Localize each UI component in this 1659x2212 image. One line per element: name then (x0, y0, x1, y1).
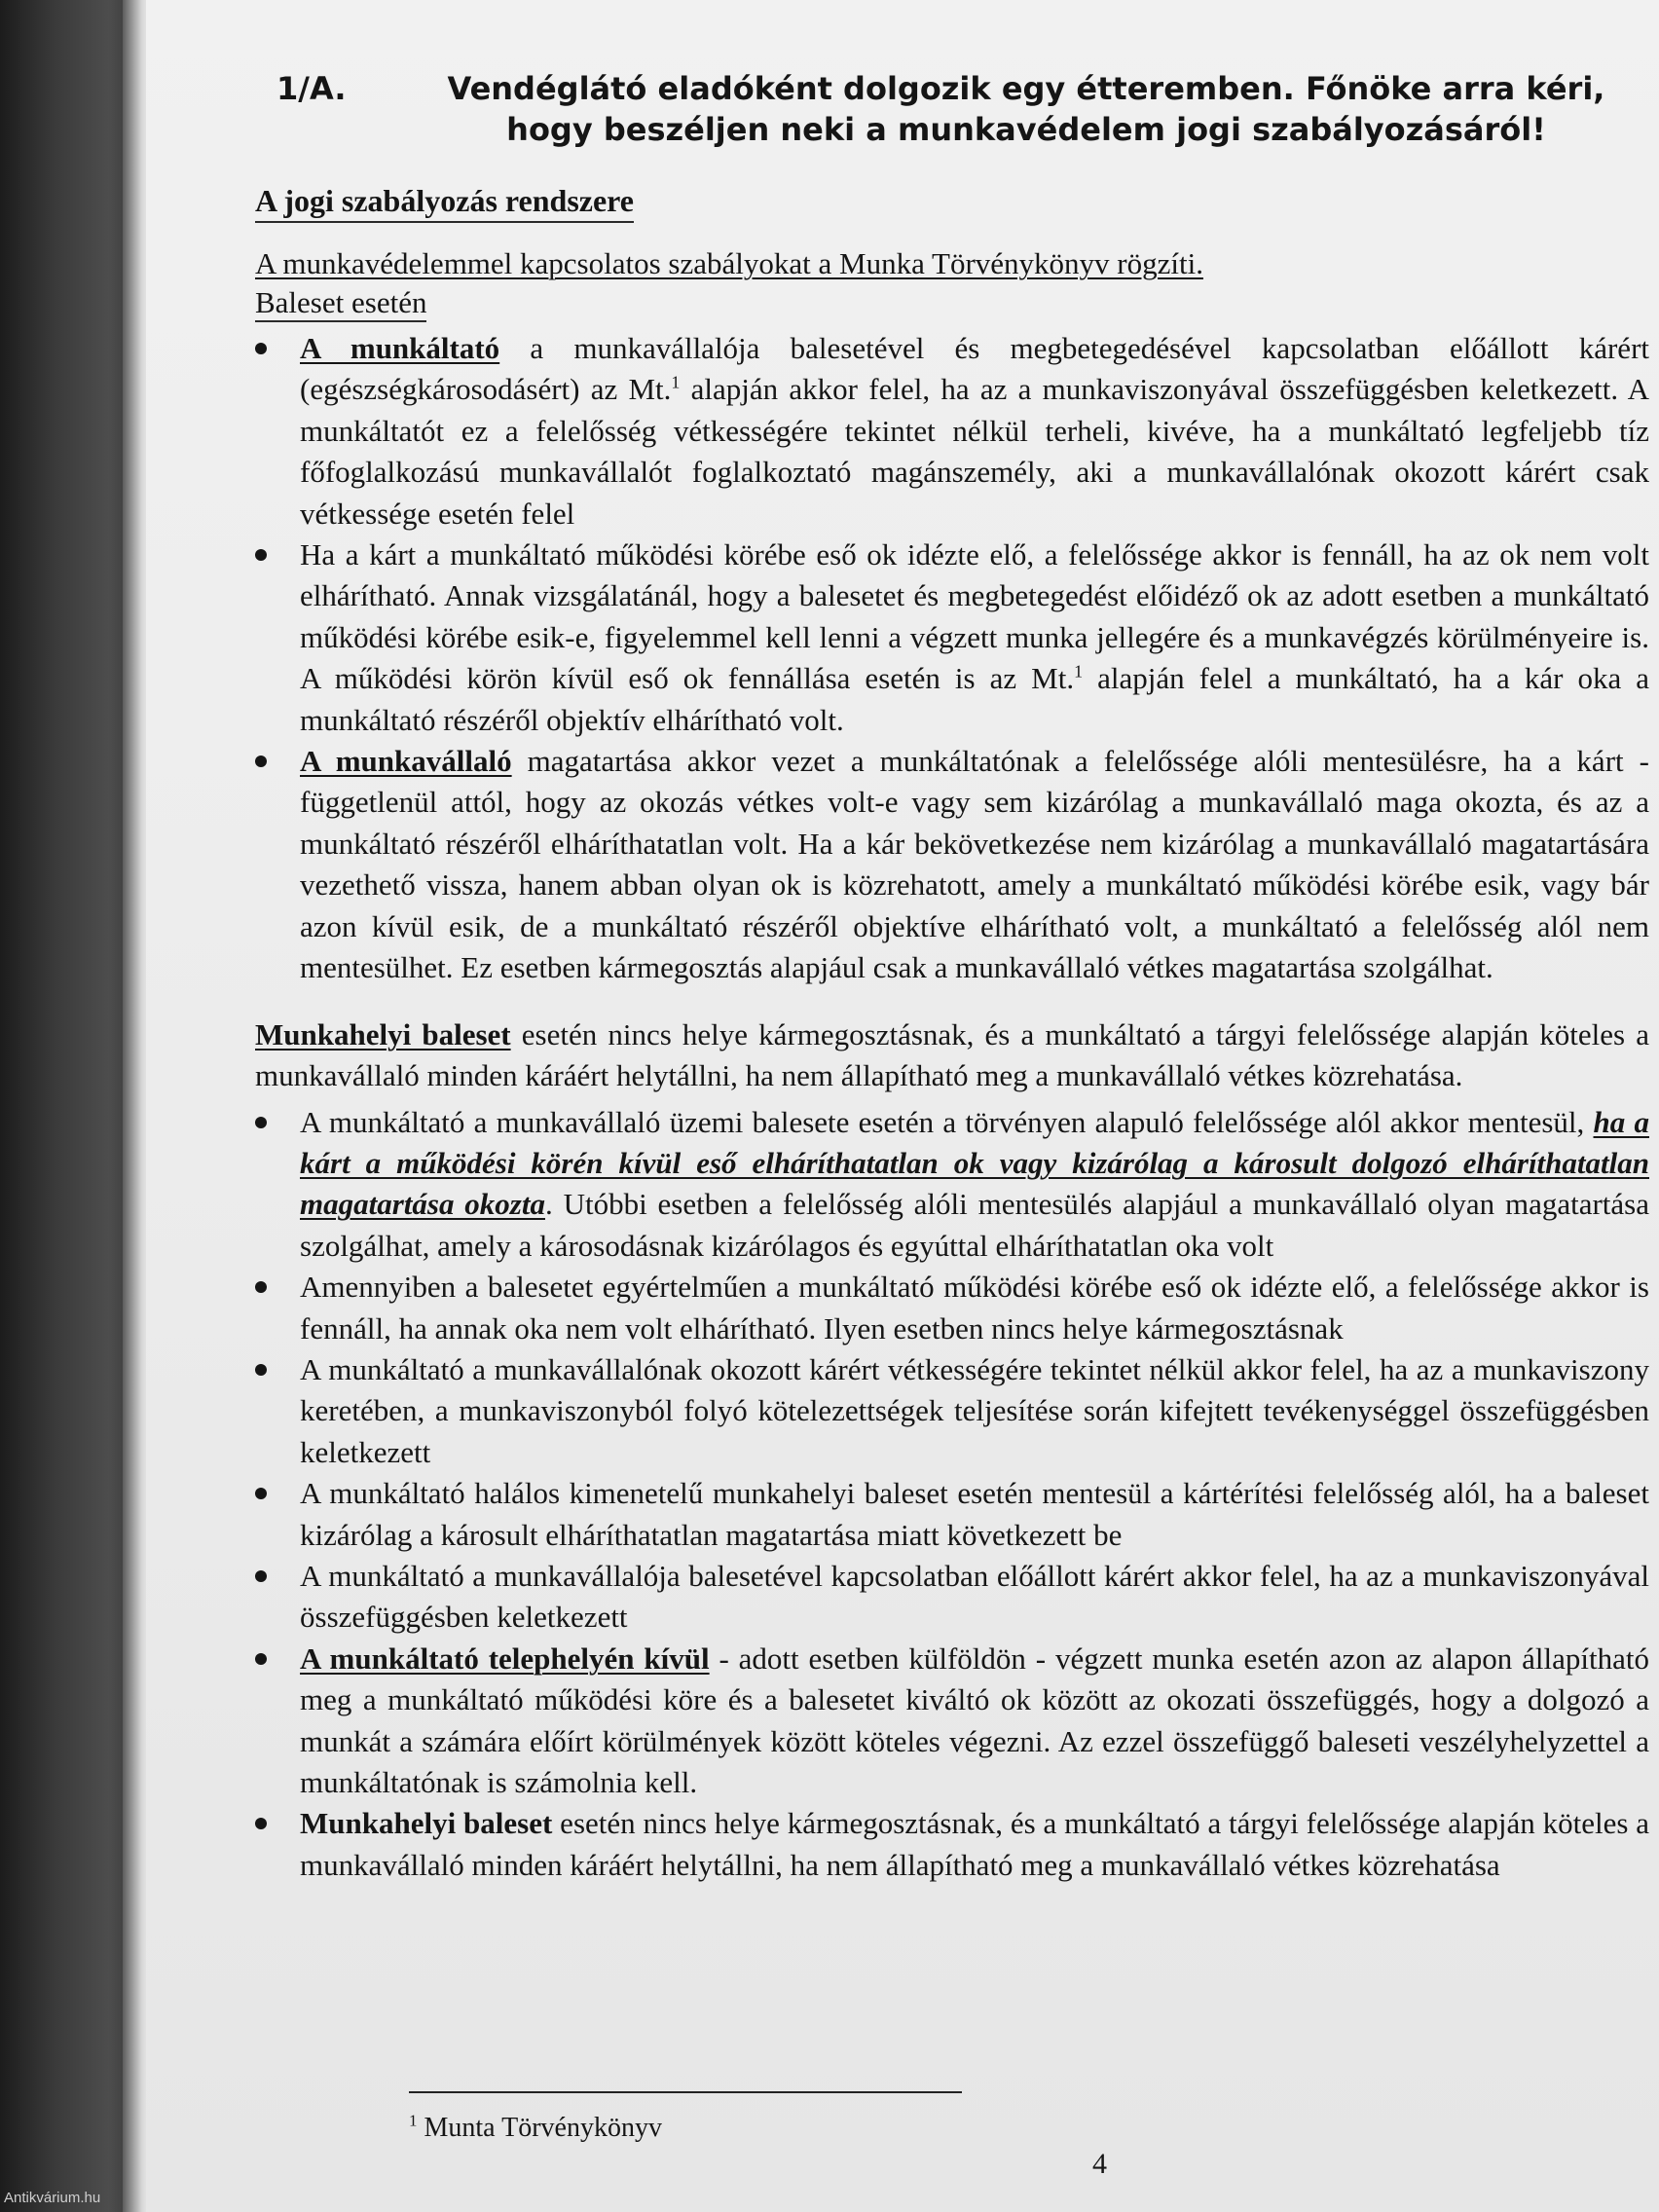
bullet-icon (255, 756, 267, 767)
bullet-icon (255, 343, 267, 354)
bullet-icon (255, 1818, 267, 1829)
bullet-icon (255, 549, 267, 561)
section-heading: A jogi szabályozás rendszere (255, 183, 634, 223)
watermark: Antikvárium.hu (4, 2190, 101, 2206)
bullet-text: esetén nincs helye kármegosztásnak, és a munkáltató a tárgyi felelőssége alapján köteles a munkavállaló minden káráért helytállni, ha nem állapítható meg a munkavállaló vétkes közrehatása (300, 1806, 1650, 1882)
intro-sentence: A munkavédelemmel kapcsolatos szabályokat a Munka Törvénykönyv rögzíti. (255, 246, 1203, 280)
bullet-text: alapján akkor felel, ha az a munkaviszonyával összefüggésben keletkezett. A munkáltatót ez a felelősség vétkességére tekintet nélkül terheli, kivéve, ha a munkáltató legfeljebb tíz főfoglalkozású munkavállalót foglalkoztató magánszemély, aki a munkavállalónak okozott kárért csak vétkessége esetén felel (300, 372, 1650, 531)
bullet-text: A munkáltató halálos kimenetelű munkahelyi baleset esetén mentesül a kártérítési felelősség alól, ha a baleset kizárólag a károsult elháríthatatlan magatartása miatt következett be (300, 1476, 1649, 1552)
bullet-text: magatartása akkor vezet a munkáltatónak a felelőssége alóli mentesülésre, ha a kárt - függetlenül attól, hogy az okozás vétkes volt-e vagy sem kizárólag a munkavállaló maga okozta, és az a munkáltató részéről elháríthatatlan volt. Ha a kár bekövetkezése nem kizárólag a munkavállaló magatartására vezethető vissza, hanem abban olyan ok is közrehatott, amely a munkáltató működési körébe esik, vagy bár azon kívül esik, de a munkáltató részéről objektíve elhárítható volt, a munkáltató a felelősség alól nem mentesülhet. Ez esetben kármegosztás alapjául csak a munkavállaló vétkes magatartása szolgálhat. (300, 744, 1650, 985)
bullet-icon (255, 1117, 267, 1128)
bullet-list-1 (255, 328, 1649, 989)
list-item (255, 328, 1649, 535)
bullet-text: A munkáltató a munkavállaló üzemi balesete esetén a törvényen alapuló felelőssége alól akkor mentesül, (300, 1104, 1594, 1139)
list-item (255, 1639, 1649, 1804)
question-title (255, 68, 1649, 150)
list-item (255, 535, 1649, 741)
page-content (255, 68, 1649, 1886)
bullet-icon (255, 1488, 267, 1499)
bullet-text: A munkáltató a munkavállalója balesetével kapcsolatban előállott kárért akkor felel, ha az a munkaviszonyával összefüggésben keletkezett (300, 1558, 1649, 1635)
list-item (255, 1556, 1649, 1639)
bullet-icon (255, 1364, 267, 1376)
list-item (255, 741, 1649, 988)
book-binding (0, 0, 136, 2212)
bold-lead: Munkahelyi baleset (300, 1806, 553, 1841)
bullet-icon (255, 1281, 267, 1293)
list-item (255, 1102, 1649, 1268)
question-text: Vendéglátó eladóként dolgozik egy étteremben. Főnöke arra kéri, hogy beszéljen neki a munkavédelem jogi szabályozásáról! (447, 70, 1605, 148)
footnote-ref: 1 (671, 373, 681, 393)
document-page (146, 0, 1659, 2212)
bullet-text: Ha a kárt a munkáltató működési körébe eső ok idézte elő, a felelőssége akkor is fennáll, ha az ok nem volt elhárítható. Annak vizsgálatánál, hogy a balesetet és megbetegedést előidéző ok az adott esetben a munkáltató működési körébe esik-e, figyelemmel kell lenni a végzett munka jellegére és a munkavégzés körülményeire is. A működési körön kívül eső ok fennállása esetén is az Mt. (300, 537, 1649, 696)
bullet-text: a munkavállalója balesetével és megbetegedésével kapcsolatban előállott kárért (egészségkárosodásért) az Mt. (300, 331, 1650, 407)
intro-text (255, 244, 1649, 322)
bold-lead: Munkahelyi baleset (255, 1016, 511, 1051)
bullet-icon (255, 1570, 267, 1582)
bullet-text: Amennyiben a balesetet egyértelműen a munkáltató működési körébe eső ok idézte elő, a felelőssége akkor is fennáll, ha annak oka nem volt elhárítható. Ilyen esetben nincs helye kármegosztásnak (300, 1270, 1649, 1346)
list-item (255, 1803, 1649, 1886)
sub-label: Baleset esetén (255, 285, 426, 322)
bold-lead: A munkáltató telephelyén kívül (300, 1641, 710, 1676)
bold-lead: A munkavállaló (300, 744, 512, 779)
bold-lead: A munkáltató (300, 331, 500, 365)
footnote-mark: 1 (409, 2111, 418, 2130)
footnote-text: Munta Törvénykönyv (417, 2113, 662, 2143)
footnote (409, 2113, 662, 2144)
footnote-divider (409, 2091, 962, 2093)
bullet-text: - adott esetben külföldön - végzett munka esetén azon az alapon állapítható meg a munkáltató működési köre és a balesetet kiváltó ok között az okozati összefüggés, hogy a dolgozó a munkát a számára előírt körülmények között köteles végezni. Az ezzel összefüggő baleseti veszélyhelyzettel a munkáltatónak is számolnia kell. (300, 1641, 1649, 1799)
bullet-text: A munkáltató a munkavállalónak okozott kárért vétkességére tekintet nélkül akkor felel, ha az a munkaviszony keretében, a munkaviszonyból folyó kötelezettségek teljesítése során kifejtett tevékenységgel összefüggésben keletkezett (300, 1351, 1649, 1469)
question-number: 1/A. (276, 70, 347, 107)
bullet-icon (255, 1653, 267, 1665)
emphasis-text: ha a kárt a működési körén kívül eső elháríthatatlan ok vagy kizárólag a károsult dolgozó elháríthatatlan magatartása okozta (300, 1104, 1649, 1222)
paragraph-workplace-accident (255, 1014, 1649, 1096)
list-item (255, 1473, 1649, 1556)
list-item (255, 1349, 1649, 1473)
page-number: 4 (1092, 2148, 1107, 2180)
bullet-text: alapján felel a munkáltató, ha a kár oka a munkáltató részéről objektív elhárítható volt. (300, 661, 1650, 737)
list-item (255, 1267, 1649, 1349)
bullet-list-2 (255, 1102, 1649, 1887)
paragraph-text: esetén nincs helye kármegosztásnak, és a munkáltató a tárgyi felelőssége alapján köteles a munkavállaló minden káráért helytállni, ha nem állapítható meg a munkavállaló vétkes közrehatása. (255, 1016, 1649, 1092)
footnote-ref: 1 (1074, 661, 1084, 682)
bullet-text: . Utóbbi esetben a felelősség alóli mentesülés alapjául a munkavállaló olyan magatartása szolgálhat, amely a károsodásnak kizárólagos és egyúttal elháríthatatlan oka volt (300, 1187, 1649, 1263)
